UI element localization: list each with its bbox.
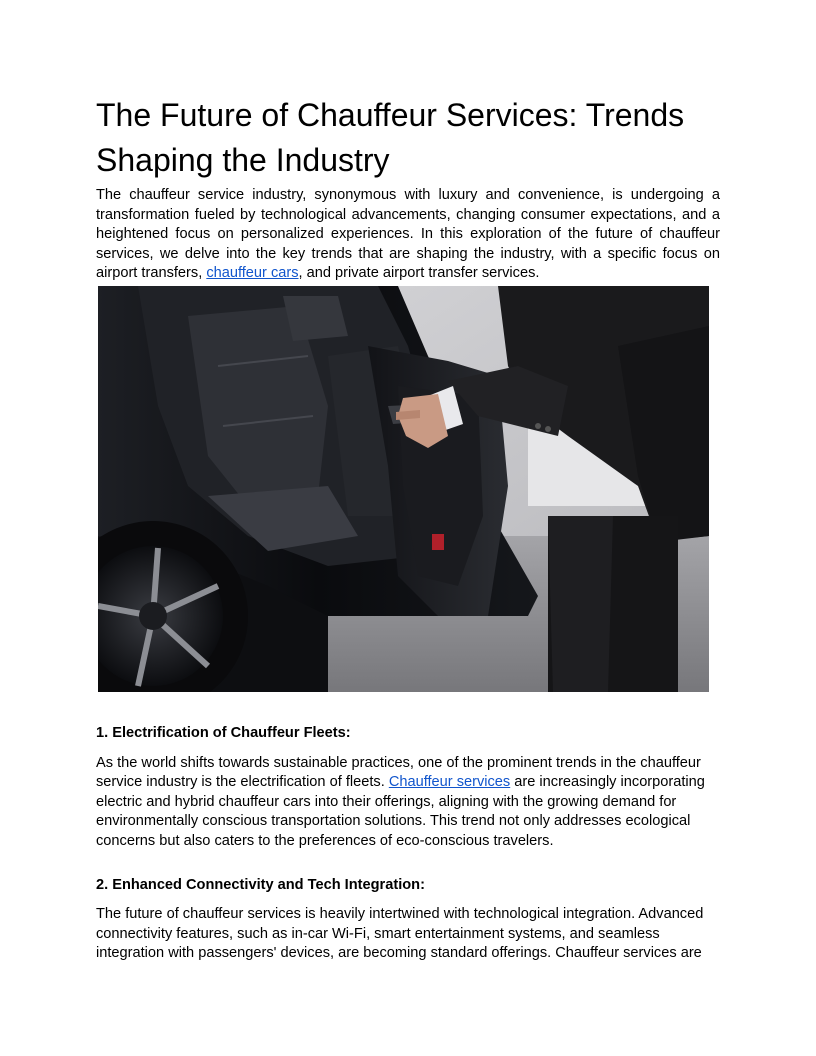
section-paragraph-electrification [96,754,720,852]
section-text-end: are increasingly incorporating electric and hybrid chauffeur cars into their offerings, aligning with the growing demand for environmentally conscious transportation solutions. This trend not only addresses ecological concerns but also caters to the preferences of eco-conscious travelers. [96,774,705,849]
intro-paragraph [96,186,720,284]
section-heading-electrification: 1. Electrification of Chauffeur Fleets: [96,724,351,741]
intro-text-start: The chauffeur service industry, synonymous with luxury and convenience, is undergoing a transformation fueled by technological advancements, changing consumer expectations, and a heightened focus on personalized experiences. In this exploration of the future of chauffeur services, we delve into the key trends that are shaping the industry, with a specific focus on airport transfers, [96,187,720,282]
section-text-start: As the world shifts towards sustainable practices, one of the prominent trends in the chauffeur service industry is the electrification of fleets. [96,754,701,791]
chauffeur-cars-link[interactable]: chauffeur cars [206,265,299,282]
chauffeur-opening-car-door-photo [98,286,709,692]
intro-text-end: , and private airport transfer services. [298,265,540,282]
chauffeur-services-link[interactable]: Chauffeur services [388,774,511,791]
document-title: The Future of Chauffeur Services: Trends Shaping the Industry [96,97,685,178]
section-heading-connectivity: 2. Enhanced Connectivity and Tech Integration: [96,876,425,893]
document-page [96,93,720,964]
section-paragraph-connectivity: The future of chauffeur services is heavily intertwined with technological integration. Advanced connectivity features, such as in-car Wi-Fi, smart entertainment systems, and seamless integration with passengers' devices, are becoming standard offerings. Chauffeur services are [96,906,704,962]
